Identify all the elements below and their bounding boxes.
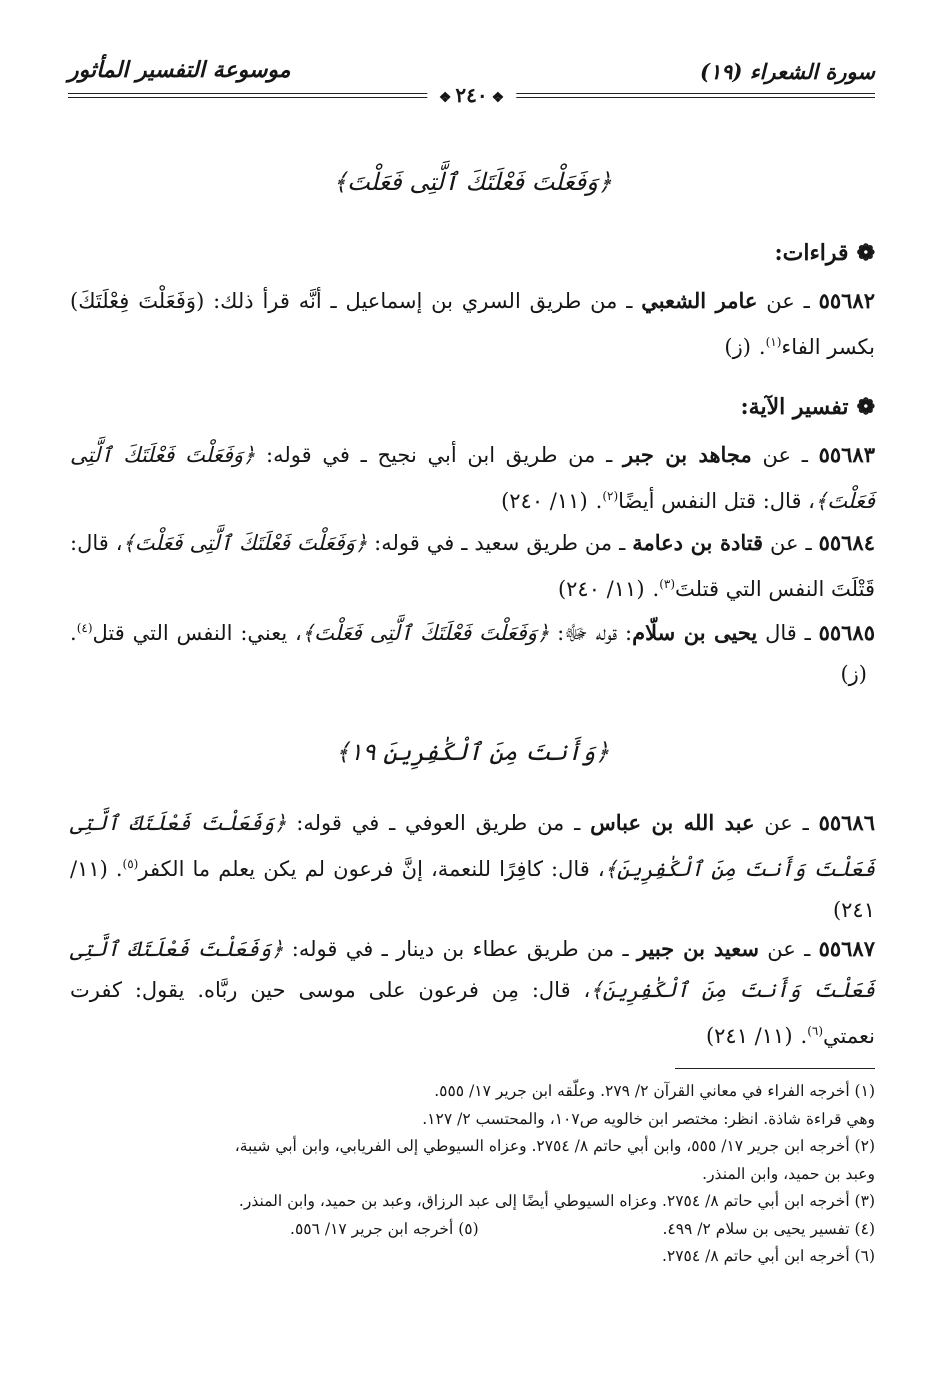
section-heading-tafsir [741, 394, 875, 420]
quran-quote: ﴿وَفَعَلْتَ فَعْلَتَكَ ٱلَّتِى فَعَلْتَ وَأَنتَ مِنَ ٱلْكَٰفِرِينَ﴾ [70, 811, 875, 881]
entry-connector: ـ عن [758, 937, 819, 961]
entry-punct: . [758, 335, 766, 359]
entry-punct: . [70, 621, 77, 645]
narration-entry [70, 608, 875, 695]
entry-explanation: ، يعني: النفس التي قتل [92, 621, 302, 645]
source-citation: (١١/ ٢٤١) [705, 1024, 793, 1048]
entry-number: ٥٥٦٨٢ [818, 288, 875, 313]
source-citation: (ز) [724, 335, 751, 359]
narration-entry [70, 280, 875, 368]
source-citation: (١١/ ٢٤٠) [557, 577, 645, 601]
heading-readings-label: قراءات: [774, 240, 849, 266]
footnote-4: (٤) تفسير يحيى بن سلام ٢/ ٤٩٩. [662, 1219, 875, 1238]
source-citation: (١١/ ٢٤٠) [501, 489, 588, 513]
footnote-ref: (٤) [76, 621, 93, 635]
footnotes [70, 1078, 875, 1271]
entry-connector: ـ قال [757, 621, 819, 645]
narration-entry [70, 522, 875, 610]
narrator-name: مجاهد بن جبر [623, 442, 752, 467]
footnote-1-continued: وهي قراءة شاذة. انظر: مختصر ابن خالويه ص١٠٧، والمحتسب ٢/ ١٢٧. [422, 1109, 875, 1128]
narrator-name: عبد الله بن عباس [590, 810, 755, 835]
flower-ornament-icon: ❁ [856, 240, 875, 266]
entry-punct: . [652, 577, 660, 601]
footnote-ref: (٣) [659, 577, 676, 591]
entry-connector: ـ عن [754, 811, 819, 835]
entry-connector: ـ عن [763, 531, 819, 555]
ornament-icon: ❖ [491, 90, 505, 106]
entry-number: ٥٥٦٨٤ [818, 530, 875, 555]
section-heading-readings [775, 240, 876, 266]
surah-title: سورة الشعراء (١٩) [699, 59, 875, 84]
flower-ornament-icon: ❁ [856, 394, 875, 420]
footnote-2: (٢) أخرجه ابن جرير ١٧/ ٥٥٥، وابن أبي حاتم ٨/ ٢٧٥٤. وعزاه السيوطي إلى الفريابي، وابن أبي شيبة، [234, 1137, 875, 1155]
footnote-separator [675, 1068, 875, 1069]
source-citation: (١١/ ٢٤١) [70, 857, 875, 922]
quran-quote: ﴿وَفَعَلْتَ فَعْلَتَكَ ٱلَّتِى فَعَلْتَ﴾ [122, 531, 368, 555]
page-header [68, 55, 875, 115]
footnote-6: (٦) أخرجه ابن أبي حاتم ٨/ ٢٧٥٤. [661, 1247, 875, 1265]
footnote-3: (٣) أخرجه ابن أبي حاتم ٨/ ٢٧٥٤. وعزاه السيوطي أيضًا إلى عبد الرزاق، وعبد بن حميد، وابن المنذر. [238, 1192, 875, 1210]
quran-quote: ﴿وَفَعَلْتَ فَعْلَتَكَ ٱلَّتِى فَعَلْتَ﴾ [301, 621, 550, 645]
ornament-icon: ❖ [438, 90, 452, 106]
heading-tafsir-label: تفسير الآية: [740, 394, 849, 420]
entry-explanation: ، قال: مِن فرعون على موسى حين ربَّاه. يقول: كفرت نعمتي [70, 978, 875, 1048]
narration-entry [70, 928, 875, 1057]
entry-text: ـ من طريق العوفي ـ في قوله: [286, 811, 591, 835]
entry-connector: ـ عن [751, 443, 819, 467]
entry-explanation: ، قال: قتل النفس أيضًا [618, 489, 815, 513]
entry-number: ٥٥٦٨٣ [818, 442, 875, 467]
footnote-ref: (٦) [807, 1024, 824, 1038]
entry-connector: ـ عن [757, 289, 819, 313]
footnote-2-continued: وعبد بن حميد، وابن المنذر. [702, 1164, 875, 1183]
footnote-row [70, 1216, 875, 1244]
quran-quote: ﴿وَفَعَلْتَ فَعْلَتَكَ ٱلَّتِى فَعَلْتَ﴾ [70, 443, 875, 513]
footnote-ref: (٥) [122, 857, 139, 871]
narration-entry [70, 434, 875, 522]
entry-number: ٥٥٦٨٦ [818, 810, 875, 835]
entry-number: ٥٥٦٨٧ [818, 936, 875, 961]
verse-heading-2: ﴿وَأَنتَ مِنَ ٱلْكَٰفِرِينَ ١٩﴾ [335, 738, 610, 766]
entry-text: ـ من طريق عطاء بن دينار ـ في قوله: [283, 937, 637, 961]
entry-text: ـ من طريق سعيد ـ في قوله: [367, 531, 633, 555]
footnote-1: (١) أخرجه الفراء في معاني القرآن ٢/ ٢٧٩. وعلّقه ابن جرير ١٧/ ٥٥٥. [434, 1082, 875, 1100]
entry-punct: . [595, 489, 603, 513]
book-title: موسوعة التفسير المأثور [68, 57, 291, 83]
quran-quote: ﴿وَفَعَلْتَ فَعْلَتَكَ ٱلَّتِى فَعَلْتَ وَأَنتَ مِنَ ٱلْكَٰفِرِينَ﴾ [70, 937, 875, 1002]
entry-text: ـ من طريق ابن أبي نجيح ـ في قوله: [255, 443, 623, 467]
narrator-name: يحيى بن سلّام [632, 620, 758, 645]
entry-punct: . [115, 857, 123, 881]
footnote-ref: (٢) [602, 489, 619, 503]
narrator-name: سعيد بن جبير [636, 936, 759, 961]
source-citation: (ز) [840, 662, 867, 686]
entry-punct: . [800, 1024, 808, 1048]
page-number-value: ٢٤٠ [455, 83, 488, 107]
narration-entry [70, 802, 875, 931]
footnote-ref: (١) [765, 335, 782, 349]
narrator-name: عامر الشعبي [641, 288, 758, 313]
entry-text: ـ من طريق السري بن إسماعيل ـ أنَّه قرأ ذلك: (وَفَعَلْتَ فِعْلَتَكَ) بكسر الفاء [70, 289, 875, 359]
entry-explanation: ، قال: كافِرًا للنعمة، إنَّ فرعون لم يكن يعلم ما الكفر [138, 857, 605, 881]
narrator-name: قتادة بن دعامة [632, 530, 764, 555]
entry-explanation: ، قال: قَتْلَتَ النفس التي قتلتَ [70, 531, 875, 601]
verse-heading-1: ﴿وَفَعَلْتَ فَعْلَتَكَ ٱلَّتِى فَعَلْتَ﴾ [333, 168, 612, 196]
footnote-5: (٥) أخرجه ابن جرير ١٧/ ٥٥٦. [290, 1219, 479, 1238]
entry-text: : قوله ﷻ: [549, 621, 633, 645]
page-number [427, 83, 516, 107]
entry-number: ٥٥٦٨٥ [818, 620, 875, 645]
